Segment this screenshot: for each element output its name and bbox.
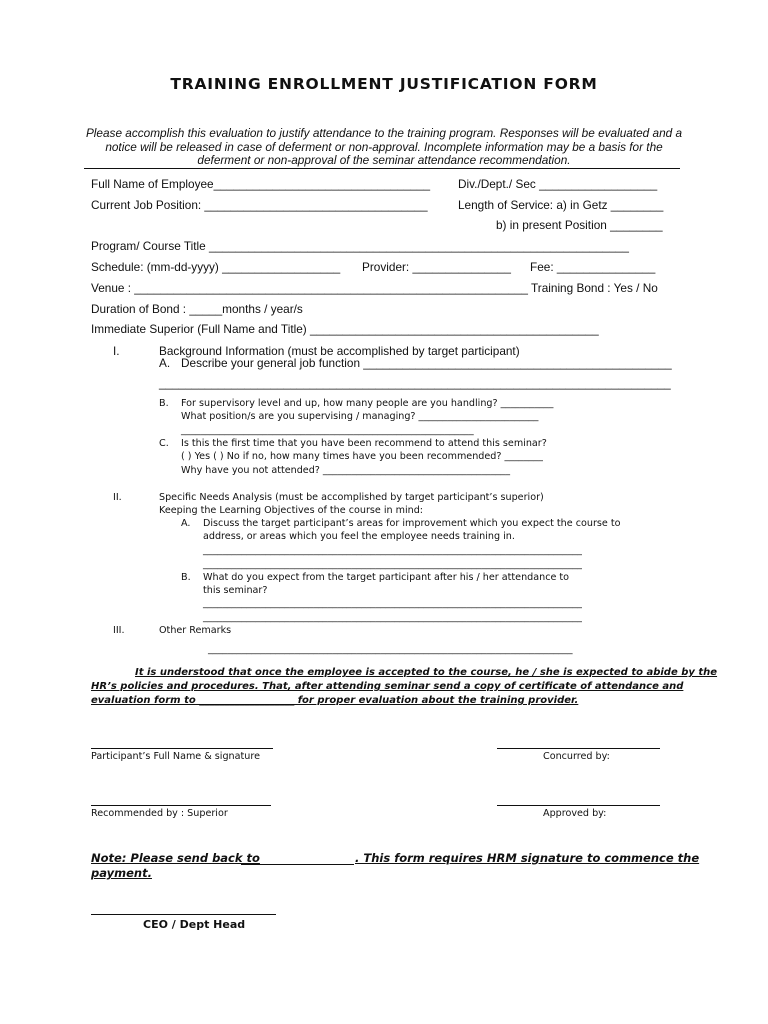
improvement-question-1: Discuss the target participant’s areas for improvement which you expect the course to [203, 518, 621, 529]
note-line-2: payment. [91, 866, 152, 880]
remarks-blank[interactable]: ____________________________________________________________________________ [208, 644, 573, 655]
program-field[interactable]: Program/ Course Title ________________________________________________________________ [91, 239, 629, 253]
present-position-field[interactable]: b) in present Position ________ [496, 218, 663, 232]
concurred-label: Concurred by: [543, 751, 610, 762]
yes-no-field[interactable]: ( ) Yes ( ) No if no, how many times have you been recommended? ________ [181, 451, 543, 462]
recommended-signature-line[interactable] [91, 805, 271, 806]
people-handled-field[interactable]: For supervisory level and up, how many people are you handling? ___________ [181, 398, 554, 409]
duration-field[interactable]: Duration of Bond : _____months / year/s [91, 302, 303, 316]
header-rule [84, 168, 680, 169]
training-bond-field[interactable]: Training Bond : Yes / No [531, 281, 658, 295]
approved-label: Approved by: [543, 808, 607, 819]
job-position-field[interactable]: Current Job Position: __________________________________ [91, 198, 428, 212]
participant-signature-label: Participant’s Full Name & signature [91, 751, 260, 762]
provider-field[interactable]: Provider: _______________ [362, 260, 511, 274]
policy-line-1: It is understood that once the employee is accepted to the course, he / she is expected to abide by the [135, 667, 718, 678]
section-1-c-label: C. [159, 438, 169, 449]
job-function-field[interactable]: Describe your general job function _______________________________________________ [181, 356, 672, 370]
intro-text: Please accomplish this evaluation to justify attendance to the training program. Responses will be evaluated and a notice will be released in case of deferment or non-approval. Incomplete information may be a basis for the deferment or non-approval of the seminar attendance recommendation. [85, 126, 683, 167]
section-1-number: I. [113, 344, 120, 358]
superior-field[interactable]: Immediate Superior (Full Name and Title) ____________________________________________ [91, 322, 599, 336]
full-name-field[interactable]: Full Name of Employee_________________________________ [91, 177, 431, 191]
first-time-question: Is this the first time that you have been recommend to attend this seminar? [181, 438, 547, 449]
concurred-signature-line[interactable] [497, 748, 660, 749]
section-2-heading: Specific Needs Analysis (must be accomplished by target participant’s superior) [159, 492, 544, 503]
fee-field[interactable]: Fee: _______________ [530, 260, 656, 274]
note-line-1-end: . This form requires HRM signature to commence the [355, 851, 700, 865]
improvement-blank-2[interactable]: _______________________________________________________________________________ [203, 559, 582, 570]
length-service-field[interactable]: Length of Service: a) in Getz ________ [458, 198, 664, 212]
positions-supervised-field[interactable]: What position/s are you supervising / managing? _________________________ [181, 411, 539, 422]
job-function-blank[interactable]: ______________________________________________________________________________ [159, 376, 671, 390]
policy-line-3: evaluation form to ___________________ for proper evaluation about the training provider. [91, 695, 579, 706]
section-1-a-label: A. [159, 356, 171, 370]
section-2-number: II. [113, 492, 122, 503]
section-1-b-label: B. [159, 398, 169, 409]
note-line-1-start: Note: Please send back to [91, 851, 260, 865]
page-title: TRAINING ENROLLMENT JUSTIFICATION FORM [170, 75, 598, 93]
expectation-question-1: What do you expect from the target participant after his / her attendance to [203, 572, 570, 583]
policy-line-2: HR’s policies and procedures. That, after attending seminar send a copy of certificate of attendance and [91, 681, 684, 692]
section-3-heading: Other Remarks [159, 625, 232, 636]
note-blank[interactable] [241, 864, 354, 865]
recommended-label: Recommended by : Superior [91, 808, 228, 819]
expectation-blank-2[interactable]: _______________________________________________________________________________ [203, 612, 582, 623]
approved-signature-line[interactable] [497, 805, 660, 806]
ceo-signature-line[interactable] [91, 914, 276, 915]
positions-supervised-blank[interactable]: _____________________________________________________________ [181, 425, 474, 436]
section-2-b-label: B. [181, 572, 191, 583]
expectation-question-2: this seminar? [203, 585, 268, 596]
div-dept-field[interactable]: Div./Dept./ Sec __________________ [458, 177, 658, 191]
participant-signature-line[interactable] [91, 748, 273, 749]
schedule-field[interactable]: Schedule: (mm-dd-yyyy) __________________ [91, 260, 341, 274]
improvement-blank-1[interactable]: _______________________________________________________________________________ [203, 545, 582, 556]
section-1-heading: Background Information (must be accomplished by target participant) [159, 344, 520, 358]
not-attended-field[interactable]: Why have you not attended? _______________________________________ [181, 465, 511, 476]
improvement-question-2: address, or areas which you feel the employee needs training in. [203, 531, 515, 542]
ceo-label: CEO / Dept Head [143, 918, 246, 931]
section-2-a-label: A. [181, 518, 191, 529]
section-2-subheading: Keeping the Learning Objectives of the course in mind: [159, 505, 424, 516]
expectation-blank-1[interactable]: _______________________________________________________________________________ [203, 598, 582, 609]
section-3-number: III. [113, 625, 125, 636]
venue-field[interactable]: Venue : ____________________________________________________________ [91, 281, 528, 295]
